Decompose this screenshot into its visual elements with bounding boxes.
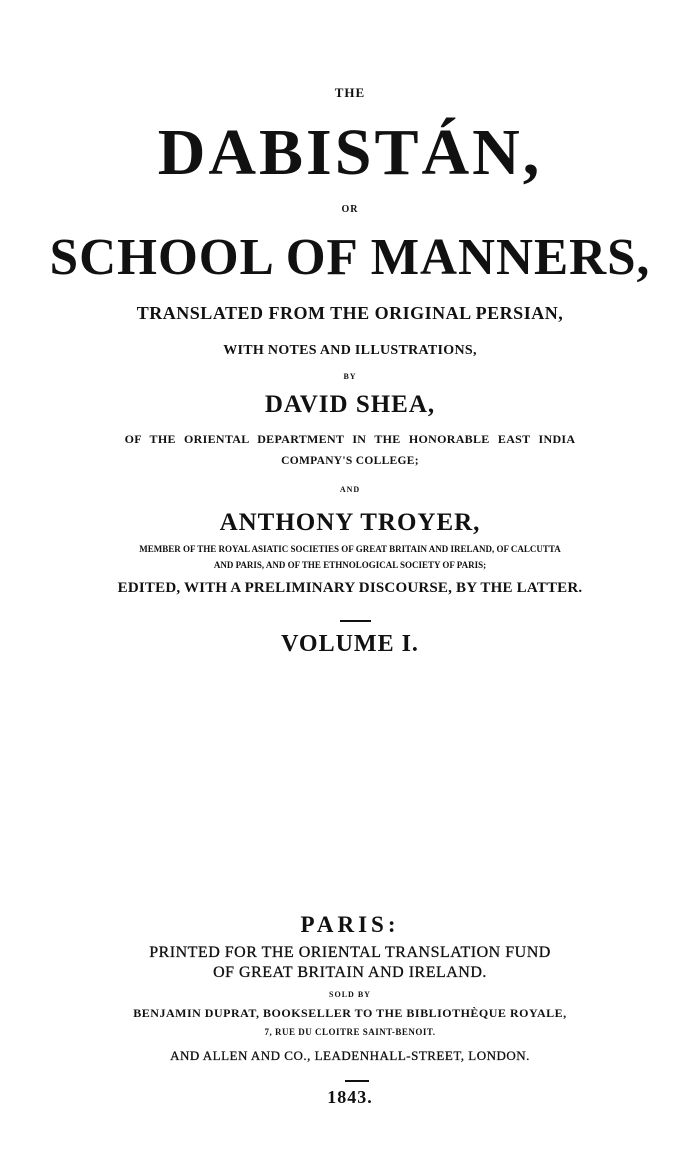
edited-line: EDITED, WITH A PRELIMINARY DISCOURSE, BY THE LATTER.: [117, 580, 583, 596]
author1-affiliation: OF THE ORIENTAL DEPARTMENT IN THE HONORABLE EAST INDIA: [124, 432, 576, 446]
or-label: OR: [341, 204, 359, 215]
divider-rule: [340, 620, 371, 622]
volume-label: VOLUME I.: [281, 631, 419, 657]
printed-for-line: PRINTED FOR THE ORIENTAL TRANSLATION FUND: [149, 944, 551, 961]
author2-affiliation: MEMBER OF THE ROYAL ASIATIC SOCIETIES OF GREAT BRITAIN AND IRELAND, OF CALCUTTA: [139, 544, 561, 554]
author1-name: DAVID SHEA,: [264, 391, 436, 418]
seller-line: BENJAMIN DUPRAT, BOOKSELLER TO THE BIBLIOTHÈQUE ROYALE,: [133, 1006, 567, 1020]
main-title: DABISTÁN,: [157, 116, 543, 189]
imprint-divider-rule: [345, 1080, 369, 1082]
imprint-city: PARIS:: [300, 912, 400, 937]
with-notes-line: WITH NOTES AND ILLUSTRATIONS,: [223, 343, 477, 358]
author2-affiliation-cont: AND PARIS, AND OF THE ETHNOLOGICAL SOCIETY OF PARIS;: [213, 560, 487, 570]
sold-by-label: SOLD BY: [329, 990, 371, 999]
by-label: BY: [343, 372, 357, 381]
author1-affiliation-cont: COMPANY'S COLLEGE;: [281, 455, 419, 467]
seller-line-london: AND ALLEN AND CO., LEADENHALL-STREET, LONDON.: [170, 1048, 530, 1063]
author2-name: ANTHONY TROYER,: [219, 509, 481, 536]
printed-for-line-cont: OF GREAT BRITAIN AND IRELAND.: [213, 964, 487, 981]
and-label: AND: [339, 485, 361, 494]
seller-address: 7, RUE DU CLOITRE SAINT-BENOIT.: [264, 1027, 436, 1037]
translated-from-line: TRANSLATED FROM THE ORIGINAL PERSIAN,: [136, 303, 564, 323]
the-label: THE: [334, 85, 366, 100]
subtitle: SCHOOL OF MANNERS,: [49, 229, 651, 286]
imprint-year: 1843.: [327, 1087, 373, 1107]
